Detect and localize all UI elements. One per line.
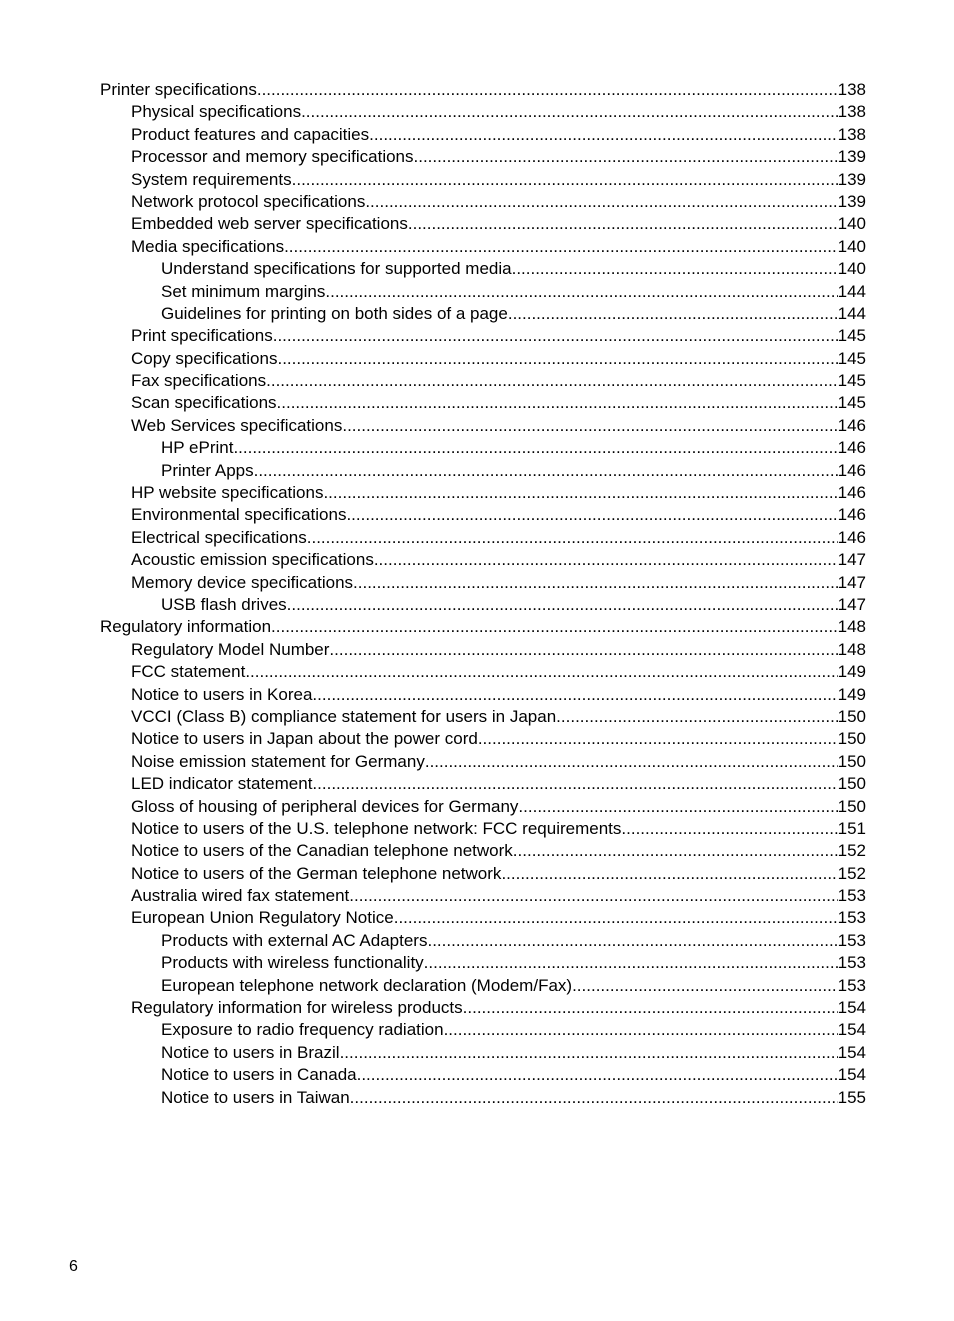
toc-dot-leader xyxy=(513,840,838,862)
toc-entry[interactable] xyxy=(100,281,866,303)
toc-dot-leader xyxy=(424,952,838,974)
toc-dot-leader xyxy=(414,146,838,168)
toc-entry[interactable] xyxy=(100,146,866,168)
toc-entry-title: Notice to users of the German telephone network xyxy=(131,863,502,883)
toc-entry[interactable] xyxy=(100,818,866,840)
toc-dot-leader xyxy=(312,684,837,706)
toc-entry[interactable] xyxy=(100,840,866,862)
toc-dot-leader xyxy=(340,1042,838,1064)
toc-entry-page: 149 xyxy=(837,684,866,704)
toc-entry-title: System requirements xyxy=(131,169,292,189)
toc-entry-title: HP ePrint xyxy=(161,438,234,458)
toc-entry-page: 146 xyxy=(837,415,866,435)
toc-entry[interactable] xyxy=(100,885,866,907)
toc-entry-page: 146 xyxy=(837,483,866,503)
toc-entry-title: VCCI (Class B) compliance statement for users in Japan xyxy=(131,706,557,726)
toc-entry-page: 144 xyxy=(837,303,866,323)
toc-entry-page: 145 xyxy=(837,326,866,346)
toc-entry[interactable] xyxy=(100,101,866,123)
toc-dot-leader xyxy=(427,930,837,952)
toc-entry[interactable] xyxy=(100,549,866,571)
toc-dot-leader xyxy=(512,258,838,280)
toc-dot-leader xyxy=(374,549,838,571)
toc-dot-leader xyxy=(357,1064,838,1086)
toc-entry-title: Web Services specifications xyxy=(131,415,343,435)
toc-entry[interactable] xyxy=(100,325,866,347)
toc-entry-page: 145 xyxy=(837,348,866,368)
toc-dot-leader xyxy=(301,101,838,123)
toc-entry-page: 146 xyxy=(837,527,866,547)
toc-entry[interactable] xyxy=(100,572,866,594)
toc-dot-leader xyxy=(307,527,838,549)
toc-entry-title: Australia wired fax statement xyxy=(131,886,350,906)
toc-entry-title: Notice to users in Brazil xyxy=(161,1042,340,1062)
toc-entry-page: 138 xyxy=(837,102,866,122)
toc-entry-page: 147 xyxy=(837,550,866,570)
toc-entry-title: Media specifications xyxy=(131,236,285,256)
toc-dot-leader xyxy=(277,392,838,414)
toc-entry-title: Understand specifications for supported media xyxy=(161,259,512,279)
toc-entry-page: 152 xyxy=(837,841,866,861)
toc-entry-page: 150 xyxy=(837,751,866,771)
toc-entry-title: Products with wireless functionality xyxy=(161,953,424,973)
toc-entry[interactable] xyxy=(100,1087,866,1109)
toc-entry-page: 154 xyxy=(837,1042,866,1062)
toc-entry-title: Network protocol specifications xyxy=(131,191,366,211)
toc-entry-title: Exposure to radio frequency radiation xyxy=(161,1020,444,1040)
toc-entry-page: 146 xyxy=(837,460,866,480)
toc-entry[interactable] xyxy=(100,1042,866,1064)
toc-dot-leader xyxy=(365,191,837,213)
toc-entry[interactable] xyxy=(100,191,866,213)
toc-entry-title: Notice to users in Taiwan xyxy=(161,1087,350,1107)
toc-entry-page: 153 xyxy=(837,886,866,906)
toc-entry-page: 151 xyxy=(837,818,866,838)
toc-entry[interactable] xyxy=(100,348,866,370)
toc-entry-page: 153 xyxy=(837,953,866,973)
toc-entry-page: 147 xyxy=(837,572,866,592)
toc-entry-page: 145 xyxy=(837,393,866,413)
toc-dot-leader xyxy=(518,796,837,818)
toc-entry[interactable] xyxy=(100,639,866,661)
toc-entry-page: 146 xyxy=(837,438,866,458)
toc-entry-page: 139 xyxy=(837,191,866,211)
toc-entry-page: 153 xyxy=(837,908,866,928)
toc-dot-leader xyxy=(350,1087,838,1109)
toc-dot-leader xyxy=(342,415,837,437)
page-number: 6 xyxy=(69,1258,78,1275)
toc-entry-title: Products with external AC Adapters xyxy=(161,930,428,950)
toc-dot-leader xyxy=(257,79,838,101)
toc-dot-leader xyxy=(501,863,837,885)
table-of-contents xyxy=(100,79,866,1109)
toc-entry-page: 154 xyxy=(837,1065,866,1085)
toc-dot-leader xyxy=(353,572,838,594)
toc-entry-title: European Union Regulatory Notice xyxy=(131,908,394,928)
toc-dot-leader xyxy=(425,751,838,773)
toc-dot-leader xyxy=(233,437,837,459)
toc-entry-title: Noise emission statement for Germany xyxy=(131,751,425,771)
toc-entry-title: Printer specifications xyxy=(100,80,257,99)
toc-entry-page: 148 xyxy=(837,617,866,637)
toc-entry[interactable] xyxy=(100,437,866,459)
toc-entry-page: 149 xyxy=(837,662,866,682)
toc-entry-title: European telephone network declaration (Modem/Fax) xyxy=(161,975,573,995)
toc-dot-leader xyxy=(572,975,838,997)
toc-entry-page: 150 xyxy=(837,729,866,749)
toc-entry[interactable] xyxy=(100,684,866,706)
toc-dot-leader xyxy=(284,236,838,258)
toc-entry-title: Product features and capacities xyxy=(131,124,370,144)
toc-entry-page: 145 xyxy=(837,371,866,391)
toc-entry[interactable] xyxy=(100,415,866,437)
toc-dot-leader xyxy=(323,482,837,504)
toc-entry-title: Notice to users in Korea xyxy=(131,684,313,704)
toc-entry-title: FCC statement xyxy=(131,662,246,682)
toc-entry-page: 138 xyxy=(837,124,866,144)
toc-dot-leader xyxy=(444,1019,838,1041)
toc-dot-leader xyxy=(508,303,838,325)
toc-dot-leader xyxy=(369,124,837,146)
toc-entry-title: Physical specifications xyxy=(131,102,302,122)
toc-entry-title: Gloss of housing of peripheral devices for Germany xyxy=(131,796,519,816)
toc-entry[interactable] xyxy=(100,236,866,258)
toc-dot-leader xyxy=(245,661,837,683)
toc-entry[interactable] xyxy=(100,1019,866,1041)
toc-entry[interactable] xyxy=(100,124,866,146)
toc-entry-title: Memory device specifications xyxy=(131,572,354,592)
toc-entry[interactable] xyxy=(100,728,866,750)
toc-entry[interactable] xyxy=(100,907,866,929)
toc-entry-title: Regulatory information for wireless products xyxy=(131,998,463,1018)
toc-entry-page: 150 xyxy=(837,706,866,726)
toc-entry-title: Notice to users of the U.S. telephone network: FCC requirements xyxy=(131,818,622,838)
toc-entry-page: 150 xyxy=(837,774,866,794)
toc-dot-leader xyxy=(254,460,838,482)
toc-entry[interactable] xyxy=(100,594,866,616)
toc-entry[interactable] xyxy=(100,460,866,482)
toc-dot-leader xyxy=(292,169,838,191)
toc-dot-leader xyxy=(463,997,838,1019)
toc-entry-page: 154 xyxy=(837,1020,866,1040)
toc-dot-leader xyxy=(394,907,838,929)
toc-entry[interactable] xyxy=(100,79,866,101)
toc-entry-title: Guidelines for printing on both sides of a page xyxy=(161,303,508,323)
toc-entry[interactable] xyxy=(100,773,866,795)
toc-entry-page: 146 xyxy=(837,505,866,525)
toc-entry-page: 153 xyxy=(837,975,866,995)
toc-entry-page: 148 xyxy=(837,639,866,659)
toc-entry-title: Environmental specifications xyxy=(131,505,347,525)
toc-entry[interactable] xyxy=(100,952,866,974)
toc-entry[interactable] xyxy=(100,258,866,280)
toc-entry-title: Regulatory Model Number xyxy=(131,639,330,659)
toc-entry-page: 147 xyxy=(837,594,866,614)
toc-entry[interactable] xyxy=(100,527,866,549)
toc-dot-leader xyxy=(312,773,837,795)
toc-entry[interactable] xyxy=(100,370,866,392)
toc-entry[interactable] xyxy=(100,482,866,504)
toc-entry[interactable] xyxy=(100,1064,866,1086)
toc-entry[interactable] xyxy=(100,392,866,414)
toc-entry-title: Scan specifications xyxy=(131,393,277,413)
toc-entry[interactable] xyxy=(100,661,866,683)
toc-dot-leader xyxy=(287,594,838,616)
toc-entry-page: 139 xyxy=(837,169,866,189)
toc-entry-title: Print specifications xyxy=(131,326,273,346)
toc-dot-leader xyxy=(266,370,838,392)
toc-dot-leader xyxy=(408,213,838,235)
toc-entry[interactable] xyxy=(100,863,866,885)
toc-entry-title: LED indicator statement xyxy=(131,774,313,794)
toc-entry-title: Regulatory information xyxy=(100,617,272,637)
toc-entry-title: Copy specifications xyxy=(131,348,278,368)
toc-dot-leader xyxy=(271,616,838,638)
toc-entry[interactable] xyxy=(100,796,866,818)
toc-entry[interactable] xyxy=(100,975,866,997)
toc-entry[interactable] xyxy=(100,706,866,728)
toc-entry[interactable] xyxy=(100,616,866,638)
toc-entry-title: Acoustic emission specifications xyxy=(131,550,374,570)
toc-entry-title: Set minimum margins xyxy=(161,281,326,301)
toc-entry-title: Notice to users in Japan about the power cord xyxy=(131,729,478,749)
toc-dot-leader xyxy=(349,885,837,907)
toc-dot-leader xyxy=(325,281,837,303)
toc-entry-page: 139 xyxy=(837,147,866,167)
toc-entry-page: 153 xyxy=(837,930,866,950)
toc-entry-title: Electrical specifications xyxy=(131,527,307,547)
toc-entry-page: 140 xyxy=(837,259,866,279)
toc-entry[interactable] xyxy=(100,504,866,526)
toc-entry[interactable] xyxy=(100,997,866,1019)
toc-dot-leader xyxy=(556,706,837,728)
toc-dot-leader xyxy=(478,728,838,750)
toc-entry-title: USB flash drives xyxy=(161,594,287,614)
toc-entry-page: 138 xyxy=(837,80,866,99)
toc-dot-leader xyxy=(346,504,837,526)
toc-entry[interactable] xyxy=(100,930,866,952)
toc-entry-page: 155 xyxy=(837,1087,866,1107)
toc-dot-leader xyxy=(329,639,837,661)
toc-entry-page: 150 xyxy=(837,796,866,816)
toc-entry[interactable] xyxy=(100,169,866,191)
toc-entry[interactable] xyxy=(100,751,866,773)
toc-entry-title: Printer Apps xyxy=(161,460,254,480)
toc-entry-title: Notice to users of the Canadian telephone network xyxy=(131,841,513,861)
toc-entry-page: 154 xyxy=(837,998,866,1018)
toc-entry-page: 140 xyxy=(837,236,866,256)
toc-dot-leader xyxy=(621,818,837,840)
toc-entry-title: Processor and memory specifications xyxy=(131,147,414,167)
toc-entry-title: HP website specifications xyxy=(131,483,324,503)
toc-dot-leader xyxy=(277,348,837,370)
toc-entry[interactable] xyxy=(100,213,866,235)
toc-dot-leader xyxy=(273,325,838,347)
toc-entry-page: 140 xyxy=(837,214,866,234)
toc-entry[interactable] xyxy=(100,303,866,325)
toc-entry-title: Notice to users in Canada xyxy=(161,1065,357,1085)
toc-entry-page: 152 xyxy=(837,863,866,883)
toc-entry-title: Fax specifications xyxy=(131,371,267,391)
toc-entry-page: 144 xyxy=(837,281,866,301)
toc-entry-title: Embedded web server specifications xyxy=(131,214,408,234)
